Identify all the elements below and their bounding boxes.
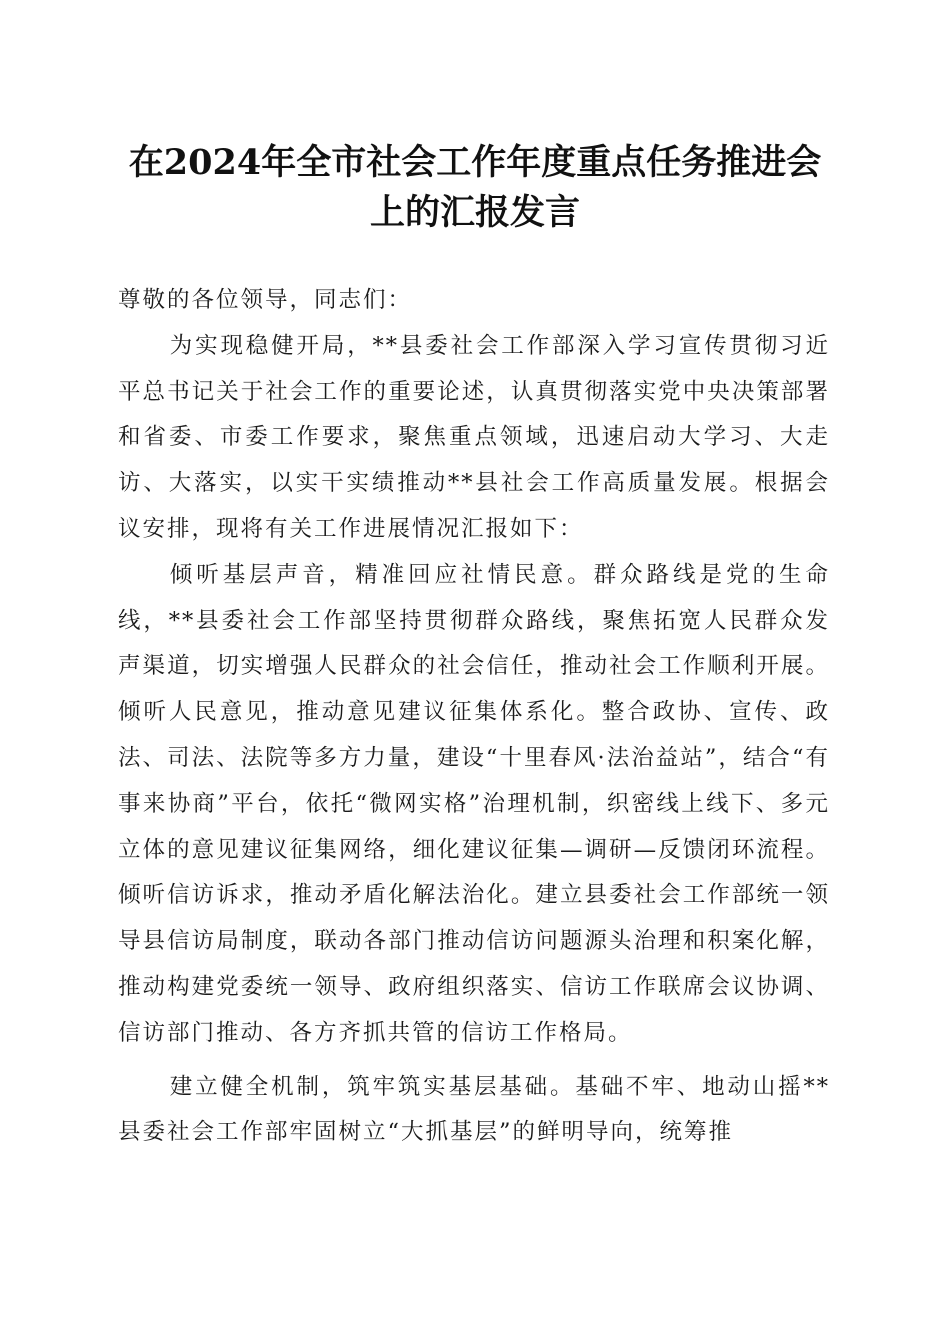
title-line-2: 上的汇报发言 xyxy=(369,192,580,233)
title-line-1: 在2024年全市社会工作年度重点任务推进会 xyxy=(128,142,822,183)
paragraph-build-mechanism: 建立健全机制，筑牢筑实基层基础。基础不牢、地动山摇**县委社会工作部牢固树立“大抓基层”的鲜明导向，统筹推 xyxy=(118,1073,830,1146)
paragraph-intro: 为实现稳健开局，**县委社会工作部深入学习宣传贯彻习近平总书记关于社会工作的重要论述，认真贯彻落实党中央决策部署和省委、市委工作要求，聚焦重点领域，迅速启动大学习、大走访、大落实，以实干实绩推动**县社会工作高质量发展。根据会议安排，现将有关工作进展情况汇报如下： xyxy=(118,332,830,542)
salutation: 尊敬的各位领导，同志们： xyxy=(118,287,413,313)
paragraph-listen-grassroots: 倾听基层声音，精准回应社情民意。群众路线是党的生命线，**县委社会工作部坚持贯彻群众路线，聚焦拓宽人民群众发声渠道，切实增强人民群众的社会信任，推动社会工作顺利开展。倾听人民意见，推动意见建议征集体系化。整合政协、宣传、政法、司法、法院等多方力量，建设“十里春风·法治益站”，结合“有事来协商”平台，依托“微网实格”治理机制，织密线上线下、多元立体的意见建议征集网络，细化建议征集—调研—反馈闭环流程。倾听信访诉求，推动矛盾化解法治化。建立县委社会工作部统一领导县信访局制度，联动各部门推动信访问题源头治理和积案化解，推动构建党委统一领导、政府组织落实、信访工作联席会议协调、信访部门推动、各方齐抓共管的信访工作格局。 xyxy=(118,561,830,1046)
document-body xyxy=(118,278,830,1156)
document-title xyxy=(118,138,832,238)
